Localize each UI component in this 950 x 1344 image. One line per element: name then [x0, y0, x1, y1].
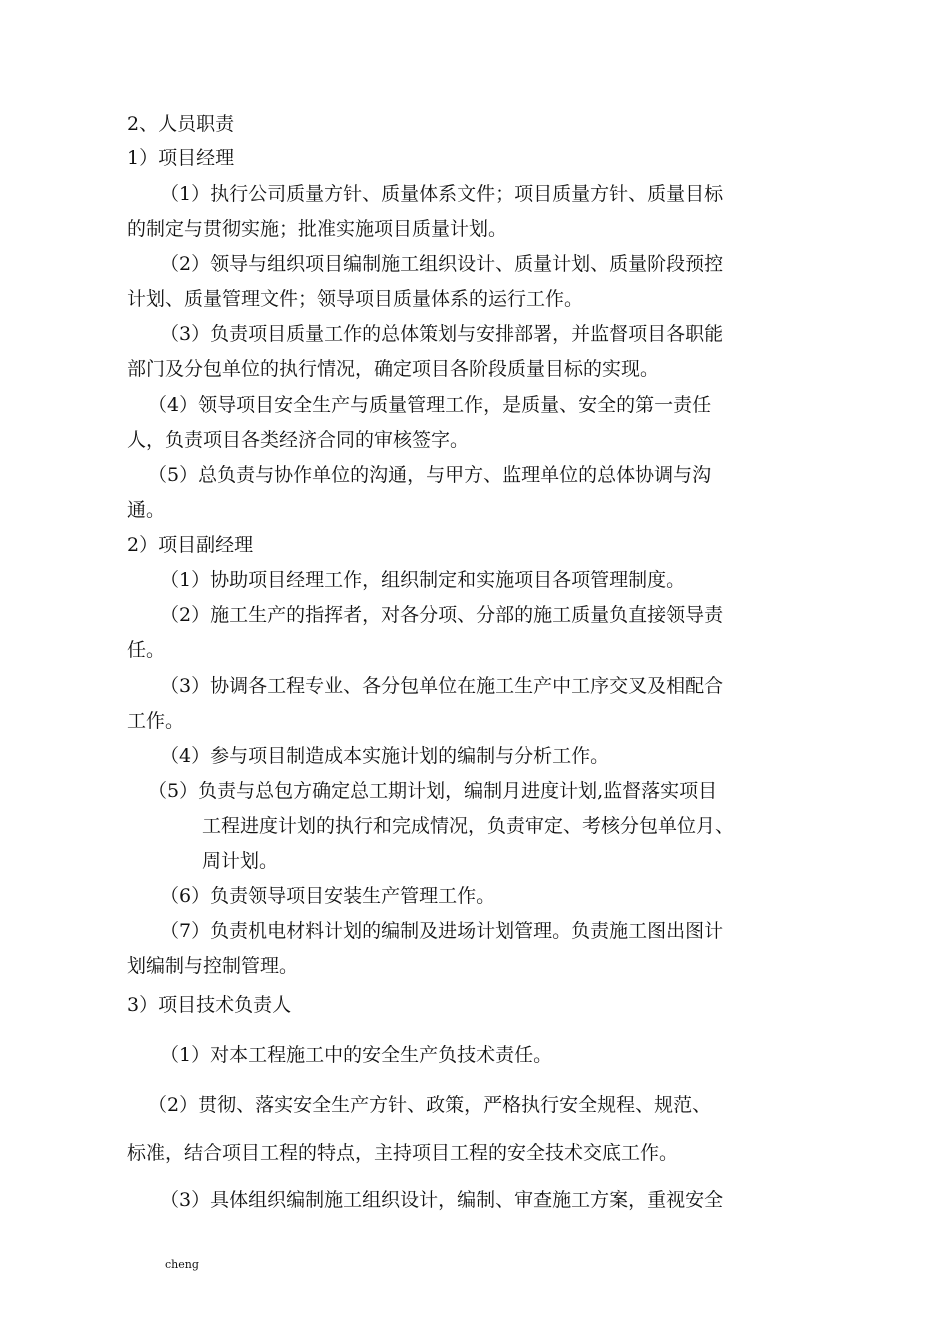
paragraph-line: 计划、质量管理文件；领导项目质量体系的运行工作。: [127, 288, 584, 310]
paragraph-line: （2）施工生产的指挥者，对各分项、分部的施工质量负直接领导责: [160, 604, 724, 626]
paragraph-line: （3）负责项目质量工作的总体策划与安排部署，并监督项目各职能: [160, 323, 724, 345]
paragraph-line: 通。: [127, 499, 166, 521]
section-heading: 2、人员职责: [127, 113, 235, 135]
paragraph-line: （5）总负责与协作单位的沟通，与甲方、监理单位的总体协调与沟: [148, 464, 712, 486]
paragraph-line: 划编制与控制管理。: [127, 955, 299, 977]
paragraph-line: （2）贯彻、落实安全生产方针、政策，严格执行安全规程、规范、: [148, 1094, 712, 1116]
paragraph-line: （1）对本工程施工中的安全生产负技术责任。: [160, 1044, 553, 1066]
paragraph-line: （4）领导项目安全生产与质量管理工作，是质量、安全的第一责任: [148, 394, 712, 416]
paragraph-line: 的制定与贯彻实施；批准实施项目质量计划。: [127, 218, 508, 240]
paragraph-line: 工程进度计划的执行和完成情况，负责审定、考核分包单位月、: [202, 815, 735, 837]
paragraph-line: 周计划。: [202, 850, 279, 872]
paragraph-line: （1）执行公司质量方针、质量体系文件；项目质量方针、质量目标: [160, 183, 724, 205]
paragraph-line: 标准，结合项目工程的特点，主持项目工程的安全技术交底工作。: [127, 1142, 679, 1164]
paragraph-line: （6）负责领导项目安装生产管理工作。: [160, 885, 496, 907]
paragraph-line: （1）协助项目经理工作，组织制定和实施项目各项管理制度。: [160, 569, 686, 591]
subsection-heading: 2）项目副经理: [127, 534, 254, 556]
paragraph-line: （3）具体组织编制施工组织设计，编制、审查施工方案，重视安全: [160, 1189, 724, 1211]
paragraph-line: （2）领导与组织项目编制施工组织设计、质量计划、质量阶段预控: [160, 253, 724, 275]
paragraph-line: （3）协调各工程专业、各分包单位在施工生产中工序交叉及相配合: [160, 675, 724, 697]
paragraph-line: （5）负责与总包方确定总工期计划，编制月进度计划,监督落实项目: [148, 780, 718, 802]
paragraph-line: （7）负责机电材料计划的编制及进场计划管理。负责施工图出图计: [160, 920, 724, 942]
paragraph-line: 人，负责项目各类经济合同的审核签字。: [127, 429, 470, 451]
paragraph-line: （4）参与项目制造成本实施计划的编制与分析工作。: [160, 745, 610, 767]
paragraph-line: 任。: [127, 639, 166, 661]
paragraph-line: 部门及分包单位的执行情况，确定项目各阶段质量目标的实现。: [127, 358, 660, 380]
subsection-heading: 1）项目经理: [127, 147, 235, 169]
paragraph-line: 工作。: [127, 710, 185, 732]
subsection-heading: 3）项目技术负责人: [127, 994, 292, 1016]
page-footer-text: cheng: [165, 1258, 199, 1271]
